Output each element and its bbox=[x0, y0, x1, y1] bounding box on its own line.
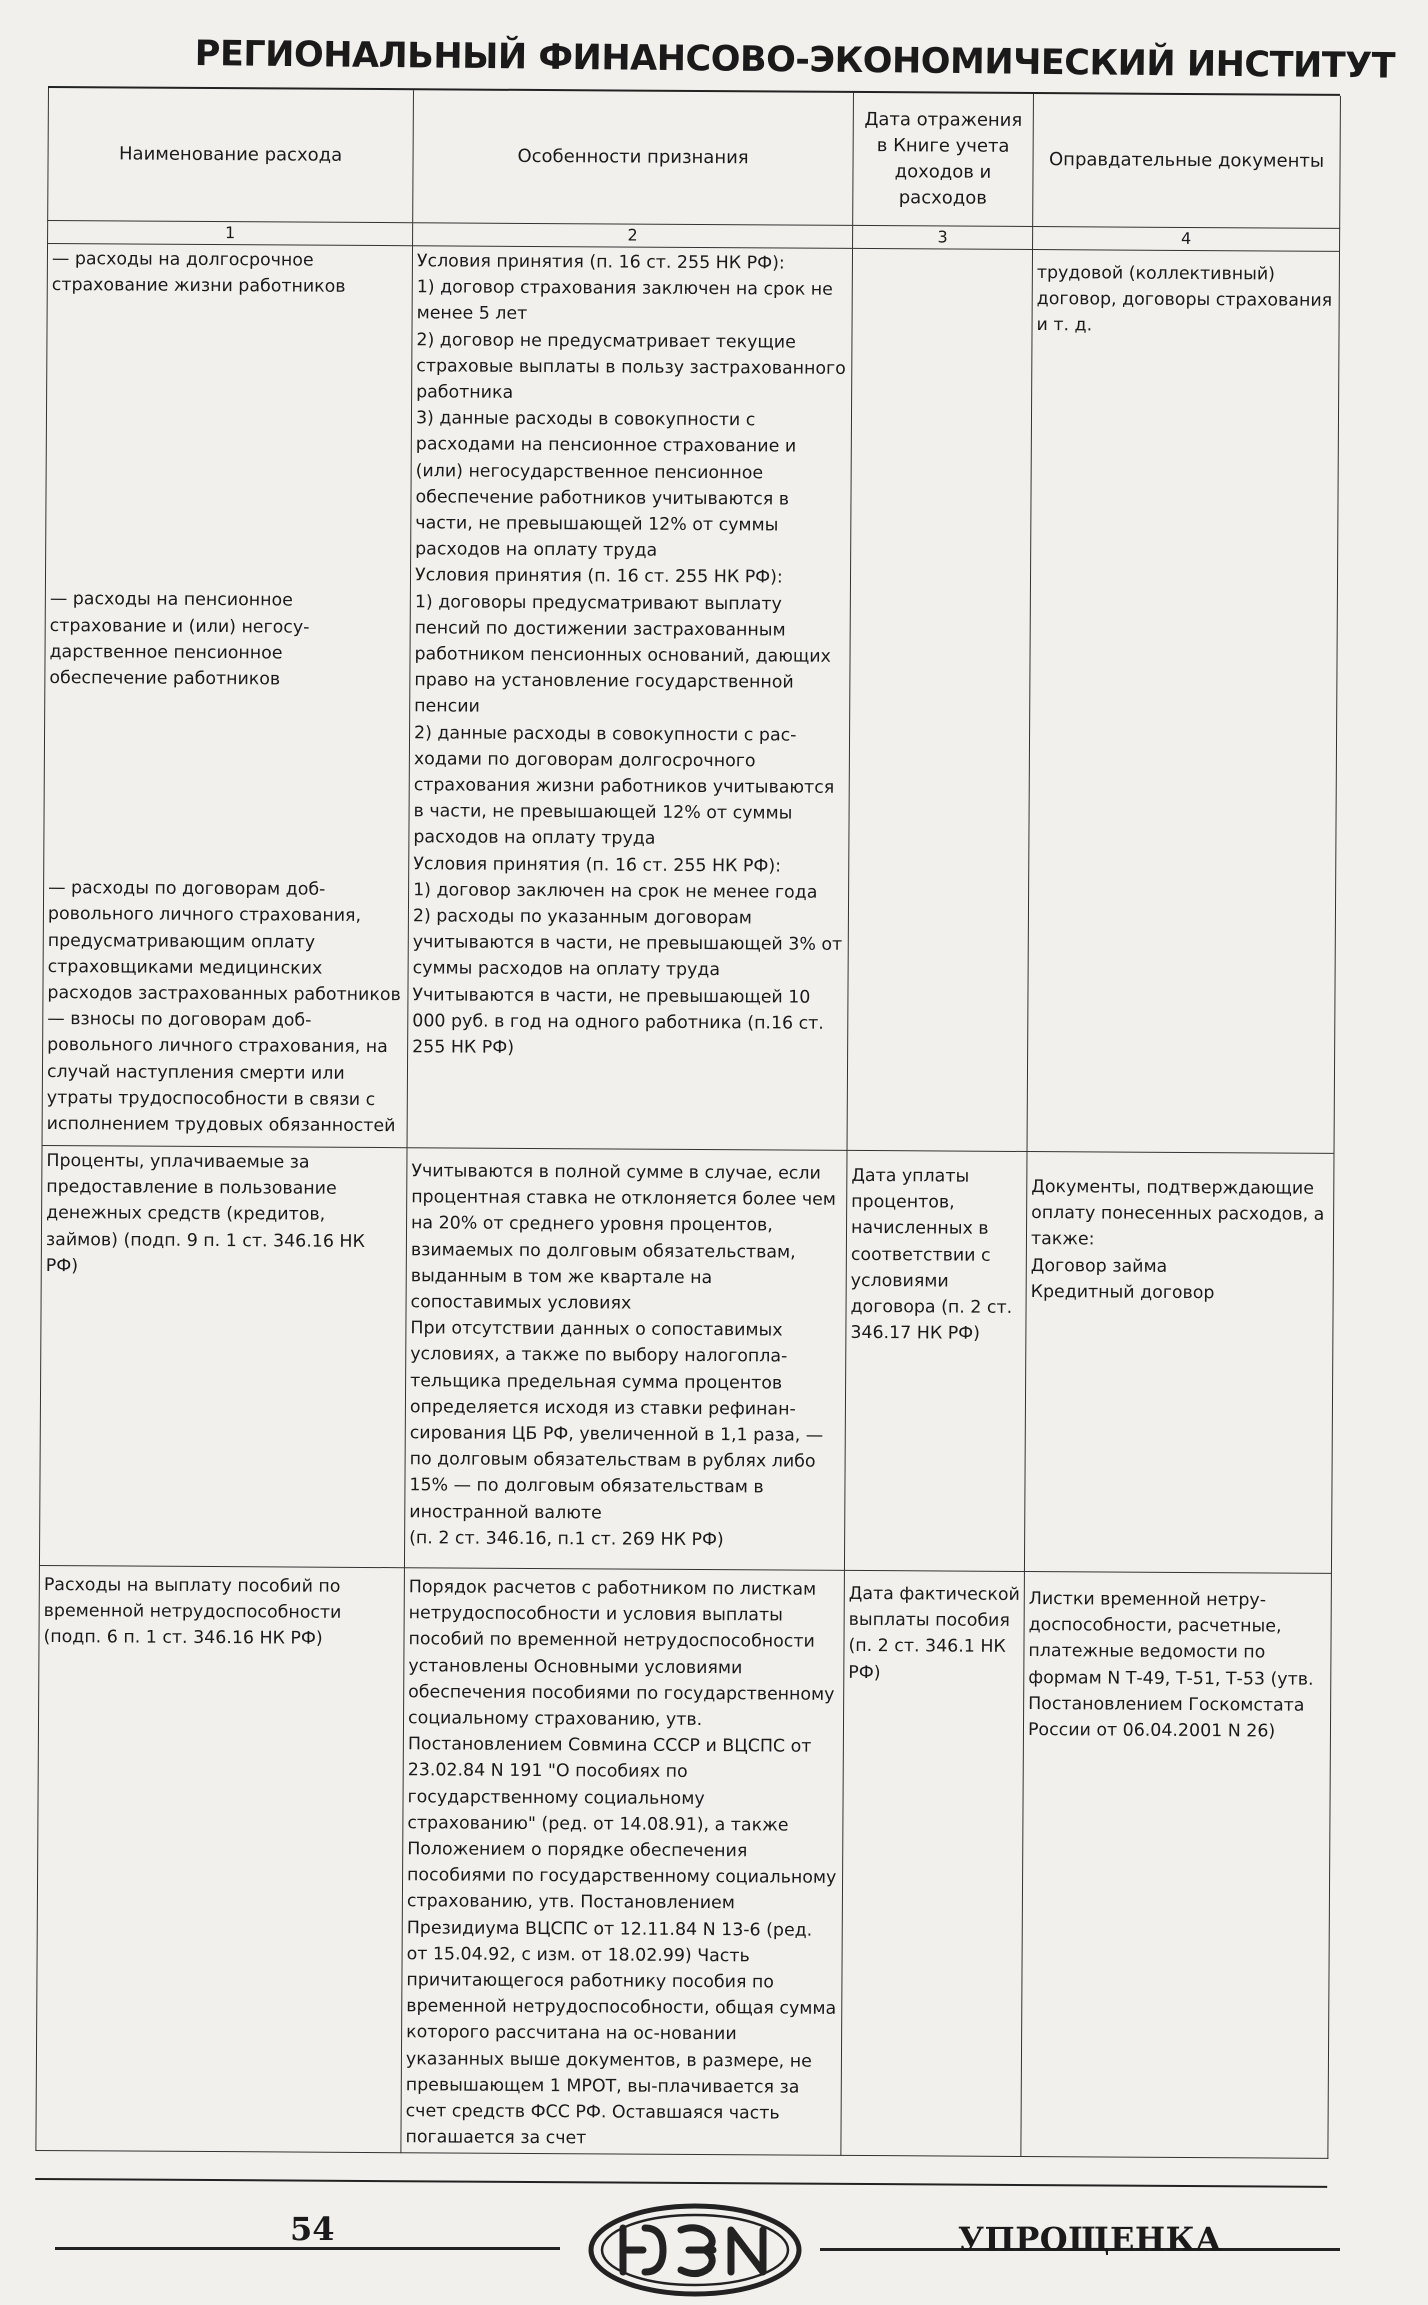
cell-interest-date: Дата уплаты процентов, начисленных в соответствии с условиями договора (п. 2 ст. 346.17 НК РФ) bbox=[844, 1150, 1027, 1571]
page-number: 54 bbox=[290, 2210, 335, 2248]
recognition-text: 1) договор заключен на срок не менее года bbox=[413, 880, 818, 903]
documents-text: Кредитный договор bbox=[1030, 1281, 1215, 1303]
cell-interest-documents bbox=[1024, 1152, 1334, 1574]
column-number-2: 2 bbox=[413, 223, 853, 249]
expense-table bbox=[35, 88, 1341, 2159]
recognition-text: 2) расходы по указанным договорам учитываются в части, не превышающей 3% от суммы расходов на оплату труда bbox=[412, 906, 843, 981]
recognition-text: Условия принятия (п. 16 ст. 255 НК РФ): bbox=[413, 853, 782, 877]
recognition-text: 1) договор страхования заключен на срок не менее 5 лет bbox=[416, 277, 833, 325]
table-row bbox=[39, 1145, 1334, 1573]
column-header-recognition: Особенности признания bbox=[413, 90, 854, 225]
recognition-text: Учитываются в части, не превышающей 10 000 руб. в год на одного работника (п.16 ст. 255 НК РФ) bbox=[412, 984, 824, 1058]
footer-title: УПРОЩЕНКА bbox=[958, 2220, 1222, 2258]
cell-sick-leave-recognition bbox=[401, 1568, 845, 2156]
expense-name-voluntary-death: — взносы по договорам доб-ровольного личного страхования, на случай наступления смерти или утраты трудоспособности в связи с исполнением трудовых обязанностей bbox=[46, 1009, 396, 1137]
page-header-title: РЕГИОНАЛЬНЫЙ ФИНАНСОВО-ЭКОНОМИЧЕСКИЙ ИНСТИТУТ bbox=[194, 34, 1396, 87]
expense-name-life-insurance: — расходы на долгосрочное страхование жизни работников bbox=[51, 249, 346, 298]
cell-sick-leave-date: Дата фактической выплаты пособия (п. 2 ст. 346.1 НК РФ) bbox=[841, 1570, 1025, 2157]
cell-insurance-recognition bbox=[407, 246, 853, 1151]
column-header-documents: Оправдательные документы bbox=[1033, 94, 1341, 228]
recognition-text: (п. 2 ст. 346.16, п.1 ст. 269 НК РФ) bbox=[409, 1528, 724, 1550]
column-header-date: Дата отражения в Книге учета доходов и расходов bbox=[853, 93, 1034, 227]
column-number-1: 1 bbox=[48, 221, 413, 246]
recognition-text: Условия принятия (п. 16 ст. 255 НК РФ): bbox=[414, 565, 783, 588]
column-header-expense-name: Наименование расхода bbox=[48, 88, 414, 223]
recognition-text: Учитываются в полной сумме в случае, если процентная ставка не отклоняется более чем на 20% от среднего уровня процентов, взимаемых по долговым обязательствам, выданным в том же квартале на сопоставимых условиях bbox=[410, 1161, 837, 1314]
expense-name-pension: — расходы на пенсионное страхование и (или) негосу-дарственное пенсионное обеспечение работников bbox=[49, 589, 310, 690]
table-header-row bbox=[48, 88, 1341, 228]
expense-table-container bbox=[35, 86, 1340, 2188]
recognition-text: 1) договоры предусматривают выплату пенсий по достижении застрахованным работником пенсионных оснований, дающих право на установление государственной пенсии bbox=[414, 591, 831, 718]
documents-text: Договор займа bbox=[1030, 1255, 1168, 1277]
recognition-text: 2) договор не предусматривает текущие страховые выплаты в пользу застрахованного работника bbox=[416, 329, 846, 403]
rfei-logo-icon bbox=[585, 2200, 805, 2300]
documents-text: Документы, подтверждающие оплату понесенных расходов, а также: bbox=[1030, 1177, 1325, 1250]
cell-insurance-date bbox=[847, 248, 1033, 1151]
column-number-4: 4 bbox=[1033, 227, 1340, 252]
recognition-text: Условия принятия (п. 16 ст. 255 НК РФ): bbox=[416, 251, 785, 274]
table-row bbox=[36, 1565, 1332, 2158]
documents-text: трудовой (коллективный) договор, договоры страхования и т. д. bbox=[1036, 263, 1333, 336]
expense-name-voluntary-medical: — расходы по договорам доб-ровольного личного страхования, предусматривающим оплату страховщиками медицинских расходов застрахованных работников bbox=[47, 878, 401, 1006]
recognition-text: При отсутствии данных о сопоставимых условиях, а также по выбору налогопла-тельщика предельная сумма процентов определяется исходя из ставки рефинан-сирования ЦБ РФ, увеличенной в 1,1 раза, — по долговым обязательствам в рублях либо 15% — по долговым обязательствам в иностранной валюте bbox=[409, 1318, 824, 1524]
cell-interest-name: Проценты, уплачиваемые за предоставление в пользование денежных средств (кредитов, займов) (подп. 9 п. 1 ст. 346.16 НК РФ) bbox=[39, 1145, 407, 1567]
recognition-text: Порядок расчетов с работником по листкам нетрудоспособности и условия выплаты пособий по временной нетрудоспособности установлены Основными условиями обеспечения пособиями по государственному социальному страхованию, утв. Постановлением Совмина СССР и ВЦСПС от 23.02.84 N 191 "О пособиях по государственному социальному страхованию" (ред. от 14.08.91), а также Положением о порядке обеспечения пособиями по государственному социальному страхованию, утв. Постановлением Президиума ВЦСПС от 12.11.84 N 13-6 (ред. от 15.04.92, с изм. от 18.02.99) Часть причитающегося работнику пособия по временной нетрудоспособности, общая сумма которого рассчитана на ос-новании указанных выше документов, в размере, не превышающем 1 МРОТ, вы-плачивается за счет средств ФСС РФ. Оставшаяся часть погашается за счет bbox=[405, 1577, 837, 2149]
recognition-text: 3) данные расходы в совокупности с расходами на пенсионное страхование и (или) негосударственное пенсионное обеспечение работников учитываются в части, не превышающей 12% от суммы расходов на оплату труда bbox=[415, 408, 797, 561]
table-row bbox=[42, 244, 1339, 1154]
cell-insurance-names bbox=[42, 244, 413, 1148]
cell-sick-leave-documents: Листки временной нетру-доспособности, расчетные, платежные ведомости по формам N Т-49, Т-51, Т-53 (утв. Постановлением Госкомстата России от 06.04.2001 N 26) bbox=[1021, 1571, 1332, 2158]
cell-insurance-documents bbox=[1027, 250, 1340, 1154]
recognition-text: 2) данные расходы в совокупности с рас-ходами по договорам долгосрочного страхования жизни работников учитываются в части, не превышающей 12% от суммы расходов на оплату труда bbox=[413, 722, 835, 850]
cell-sick-leave-name: Расходы на выплату пособий по временной нетрудоспособности (подп. 6 п. 1 ст. 346.16 НК РФ) bbox=[36, 1565, 405, 2153]
cell-interest-recognition bbox=[404, 1148, 847, 1571]
column-number-3: 3 bbox=[853, 225, 1033, 249]
